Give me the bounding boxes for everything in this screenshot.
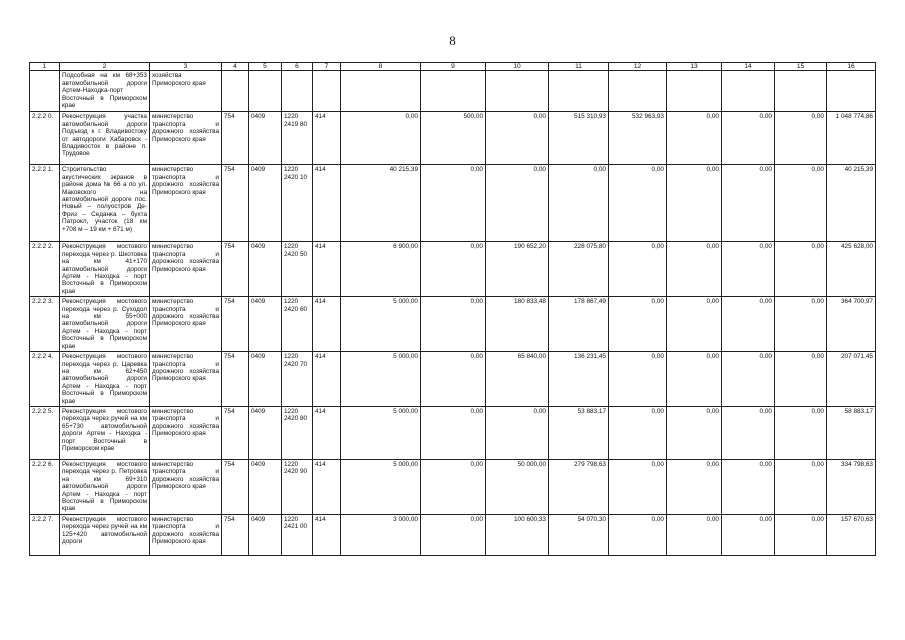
cell-c8: 6 900,00 bbox=[341, 242, 421, 297]
cell-c8: 5 000,00 bbox=[341, 406, 421, 459]
cell-c10 bbox=[486, 71, 549, 112]
row-id: 2.2.2 5. bbox=[30, 406, 60, 459]
cell-c14: 0,00 bbox=[722, 459, 775, 514]
cell-c5 bbox=[249, 71, 282, 112]
cell-c13: 0,00 bbox=[667, 514, 722, 555]
table-row bbox=[30, 165, 876, 242]
cell-c16: 40 215,39 bbox=[827, 165, 876, 242]
cell-c5: 0409 bbox=[249, 352, 282, 407]
agency-name: министерство транспорта и дорожного хозяйства Приморского края bbox=[150, 459, 222, 514]
cell-c14: 0,00 bbox=[722, 165, 775, 242]
cell-c12: 0,00 bbox=[609, 242, 667, 297]
row-id bbox=[30, 71, 60, 112]
cell-c7: 414 bbox=[313, 352, 341, 407]
cell-c8: 40 215,39 bbox=[341, 165, 421, 242]
cell-c6: 1220 2419 80 bbox=[282, 112, 313, 165]
cell-c10: 0,00 bbox=[486, 165, 549, 242]
column-header: 6 bbox=[282, 63, 313, 71]
cell-c8: 0,00 bbox=[341, 112, 421, 165]
cell-c9: 0,00 bbox=[421, 514, 486, 555]
cell-c11: 178 867,49 bbox=[549, 297, 609, 352]
cell-c5: 0409 bbox=[249, 406, 282, 459]
column-header: 9 bbox=[421, 63, 486, 71]
cell-c15: 0,00 bbox=[775, 352, 827, 407]
object-name: Реконструкция мостового перехода через р. Суходол на км 55+000 автомобильной дороги Артем - Находка - порт Восточный в Приморском крае bbox=[60, 297, 150, 352]
agency-name: министерство транспорта и дорожного хозяйства Приморского края bbox=[150, 406, 222, 459]
cell-c14 bbox=[722, 71, 775, 112]
cell-c16: 1 048 774,86 bbox=[827, 112, 876, 165]
cell-c16: 58 883,17 bbox=[827, 406, 876, 459]
table-row bbox=[30, 71, 876, 112]
cell-c15: 0,00 bbox=[775, 297, 827, 352]
cell-c16 bbox=[827, 71, 876, 112]
cell-c6: 1220 2420 80 bbox=[282, 406, 313, 459]
cell-c9: 0,00 bbox=[421, 459, 486, 514]
agency-name: министерство транспорта и дорожного хозяйства Приморского края bbox=[150, 242, 222, 297]
column-header: 5 bbox=[249, 63, 282, 71]
cell-c15: 0,00 bbox=[775, 112, 827, 165]
table-row bbox=[30, 514, 876, 555]
cell-c15: 0,00 bbox=[775, 165, 827, 242]
cell-c9: 0,00 bbox=[421, 352, 486, 407]
table-row bbox=[30, 242, 876, 297]
cell-c11: 228 075,80 bbox=[549, 242, 609, 297]
table-header-row bbox=[30, 63, 876, 71]
column-header: 11 bbox=[549, 63, 609, 71]
cell-c6 bbox=[282, 71, 313, 112]
cell-c11: 54 070,30 bbox=[549, 514, 609, 555]
cell-c13: 0,00 bbox=[667, 459, 722, 514]
cell-c5: 0409 bbox=[249, 297, 282, 352]
cell-c8 bbox=[341, 71, 421, 112]
agency-name: министерство транспорта и дорожного хозяйства Приморского края bbox=[150, 165, 222, 242]
cell-c6: 1220 2420 50 bbox=[282, 242, 313, 297]
object-name: Реконструкция мостового перехода через р. Петровка на км 69+310 автомобильной дороги Артем - Находка - порт Восточный в Приморском крае bbox=[60, 459, 150, 514]
cell-c4: 754 bbox=[222, 112, 249, 165]
row-id: 2.2.2 1. bbox=[30, 165, 60, 242]
cell-c15: 0,00 bbox=[775, 514, 827, 555]
cell-c14: 0,00 bbox=[722, 112, 775, 165]
cell-c7: 414 bbox=[313, 459, 341, 514]
cell-c14: 0,00 bbox=[722, 406, 775, 459]
row-id: 2.2.2 0. bbox=[30, 112, 60, 165]
object-name: Реконструкция мостового перехода через р. Царевка на км 62+450 автомобильной дороги Артем - Находка - порт Восточный в Приморском крае bbox=[60, 352, 150, 407]
column-header: 4 bbox=[222, 63, 249, 71]
column-header: 13 bbox=[667, 63, 722, 71]
cell-c6: 1220 2420 60 bbox=[282, 297, 313, 352]
cell-c13: 0,00 bbox=[667, 297, 722, 352]
row-id: 2.2.2 6. bbox=[30, 459, 60, 514]
column-header: 16 bbox=[827, 63, 876, 71]
cell-c9: 500,00 bbox=[421, 112, 486, 165]
cell-c4: 754 bbox=[222, 514, 249, 555]
cell-c9: 0,00 bbox=[421, 297, 486, 352]
cell-c15: 0,00 bbox=[775, 459, 827, 514]
table-row bbox=[30, 406, 876, 459]
cell-c8: 5 000,00 bbox=[341, 297, 421, 352]
budget-table bbox=[29, 62, 876, 556]
agency-name: хозяйства Приморского края bbox=[150, 71, 222, 112]
cell-c10: 0,00 bbox=[486, 112, 549, 165]
cell-c10: 0,00 bbox=[486, 406, 549, 459]
cell-c16: 207 071,45 bbox=[827, 352, 876, 407]
cell-c10: 100 600,33 bbox=[486, 514, 549, 555]
object-name: Реконструкция мостового перехода через ручей на км 65+730 автомобильной дороги Артем - Находка - порт Восточный в Приморском крае bbox=[60, 406, 150, 459]
cell-c4 bbox=[222, 71, 249, 112]
cell-c16: 364 700,97 bbox=[827, 297, 876, 352]
cell-c13: 0,00 bbox=[667, 352, 722, 407]
column-header: 14 bbox=[722, 63, 775, 71]
cell-c16: 425 628,00 bbox=[827, 242, 876, 297]
cell-c12: 0,00 bbox=[609, 406, 667, 459]
cell-c9: 0,00 bbox=[421, 406, 486, 459]
object-name: Реконструкция мостового перехода через р. Шкотовка на км 41+170 автомобильной дороги Артем - Находка - порт Восточный в Приморском крае bbox=[60, 242, 150, 297]
object-name: Реконструкция мостового перехода через ручей на км 125+420 автомобильной дороги bbox=[60, 514, 150, 555]
cell-c12: 0,00 bbox=[609, 297, 667, 352]
column-header: 10 bbox=[486, 63, 549, 71]
cell-c5: 0409 bbox=[249, 112, 282, 165]
cell-c13: 0,00 bbox=[667, 165, 722, 242]
cell-c10: 190 652,20 bbox=[486, 242, 549, 297]
column-header: 3 bbox=[150, 63, 222, 71]
cell-c13: 0,00 bbox=[667, 406, 722, 459]
cell-c9: 0,00 bbox=[421, 165, 486, 242]
cell-c16: 157 670,63 bbox=[827, 514, 876, 555]
cell-c12: 0,00 bbox=[609, 459, 667, 514]
cell-c12: 532 963,93 bbox=[609, 112, 667, 165]
cell-c11: 515 310,93 bbox=[549, 112, 609, 165]
cell-c7: 414 bbox=[313, 112, 341, 165]
cell-c4: 754 bbox=[222, 459, 249, 514]
cell-c8: 3 000,00 bbox=[341, 514, 421, 555]
cell-c7: 414 bbox=[313, 242, 341, 297]
cell-c5: 0409 bbox=[249, 514, 282, 555]
row-id: 2.2.2 3. bbox=[30, 297, 60, 352]
cell-c8: 5 000,00 bbox=[341, 459, 421, 514]
row-id: 2.2.2 7. bbox=[30, 514, 60, 555]
cell-c9: 0,00 bbox=[421, 242, 486, 297]
cell-c11: 0,00 bbox=[549, 165, 609, 242]
cell-c14: 0,00 bbox=[722, 242, 775, 297]
cell-c5: 0409 bbox=[249, 165, 282, 242]
row-id: 2.2.2 4. bbox=[30, 352, 60, 407]
object-name: Подсобная на км 68+353 автомобильной дороги Артем-Находка-порт Восточный в Приморском крае bbox=[60, 71, 150, 112]
cell-c6: 1220 2420 10 bbox=[282, 165, 313, 242]
cell-c8: 5 000,00 bbox=[341, 352, 421, 407]
cell-c4: 754 bbox=[222, 242, 249, 297]
cell-c14: 0,00 bbox=[722, 352, 775, 407]
cell-c9 bbox=[421, 71, 486, 112]
table-row bbox=[30, 459, 876, 514]
cell-c12 bbox=[609, 71, 667, 112]
cell-c6: 1220 2420 70 bbox=[282, 352, 313, 407]
cell-c4: 754 bbox=[222, 352, 249, 407]
column-header: 12 bbox=[609, 63, 667, 71]
cell-c7: 414 bbox=[313, 297, 341, 352]
column-header: 2 bbox=[60, 63, 150, 71]
cell-c7: 414 bbox=[313, 165, 341, 242]
cell-c12: 0,00 bbox=[609, 352, 667, 407]
column-header: 1 bbox=[30, 63, 60, 71]
table-row bbox=[30, 297, 876, 352]
cell-c11: 136 231,45 bbox=[549, 352, 609, 407]
agency-name: министерство транспорта и дорожного хозяйства Приморского края bbox=[150, 297, 222, 352]
cell-c6: 1220 2421 00 bbox=[282, 514, 313, 555]
table-row bbox=[30, 352, 876, 407]
column-header: 7 bbox=[313, 63, 341, 71]
cell-c12: 0,00 bbox=[609, 514, 667, 555]
cell-c15: 0,00 bbox=[775, 406, 827, 459]
cell-c10: 50 000,00 bbox=[486, 459, 549, 514]
cell-c4: 754 bbox=[222, 165, 249, 242]
agency-name: министерство транспорта и дорожного хозяйства Приморского края bbox=[150, 352, 222, 407]
cell-c14: 0,00 bbox=[722, 514, 775, 555]
cell-c13 bbox=[667, 71, 722, 112]
cell-c10: 65 840,00 bbox=[486, 352, 549, 407]
cell-c4: 754 bbox=[222, 297, 249, 352]
agency-name: министерство транспорта и дорожного хозяйства Приморского края bbox=[150, 112, 222, 165]
column-header: 8 bbox=[341, 63, 421, 71]
page-number: 8 bbox=[449, 33, 456, 48]
cell-c12: 0,00 bbox=[609, 165, 667, 242]
column-header: 15 bbox=[775, 63, 827, 71]
cell-c15 bbox=[775, 71, 827, 112]
row-id: 2.2.2 2. bbox=[30, 242, 60, 297]
cell-c7: 414 bbox=[313, 514, 341, 555]
cell-c5: 0409 bbox=[249, 242, 282, 297]
object-name: Реконструкция участка автомобильной дороги Подъезд к г. Владивостоку от автодороги Хабаровск - Владивосток в районе п. Трудовое bbox=[60, 112, 150, 165]
cell-c13: 0,00 bbox=[667, 242, 722, 297]
cell-c7 bbox=[313, 71, 341, 112]
cell-c4: 754 bbox=[222, 406, 249, 459]
cell-c14: 0,00 bbox=[722, 297, 775, 352]
cell-c11 bbox=[549, 71, 609, 112]
cell-c6: 1220 2420 90 bbox=[282, 459, 313, 514]
cell-c5: 0409 bbox=[249, 459, 282, 514]
cell-c16: 334 798,63 bbox=[827, 459, 876, 514]
cell-c11: 279 798,63 bbox=[549, 459, 609, 514]
table-row bbox=[30, 112, 876, 165]
agency-name: министерство транспорта и дорожного хозяйства Приморского края bbox=[150, 514, 222, 555]
object-name: Строительство акустических экранов в районе дома № 66 а по ул. Маковского на автомобильной дороге пос. Новый – полуостров Де-Фриз – Седанка – бухта Патрокл, участок (18 км +708 м – 19 км + 671 м) bbox=[60, 165, 150, 242]
cell-c7: 414 bbox=[313, 406, 341, 459]
cell-c13: 0,00 bbox=[667, 112, 722, 165]
cell-c15: 0,00 bbox=[775, 242, 827, 297]
cell-c10: 180 833,48 bbox=[486, 297, 549, 352]
cell-c11: 53 883,17 bbox=[549, 406, 609, 459]
